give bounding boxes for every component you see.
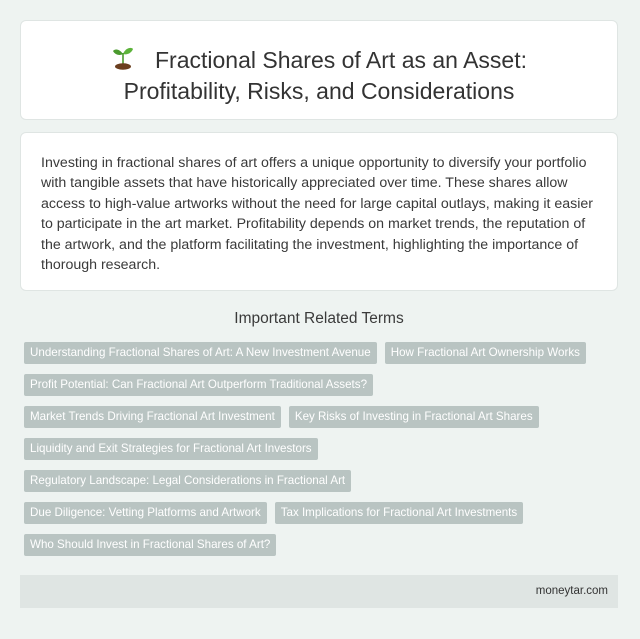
title-card <box>20 20 618 120</box>
title-line-1: Fractional Shares of Art as an Asset: <box>154 47 528 73</box>
related-term-tag[interactable]: Profit Potential: Can Fractional Art Outperform Traditional Assets? <box>24 374 373 396</box>
related-term-tag[interactable]: Regulatory Landscape: Legal Considerations in Fractional Art <box>24 470 351 492</box>
footer-site-link[interactable]: moneytar.com <box>535 585 608 597</box>
related-term-tag[interactable]: Liquidity and Exit Strategies for Fractional Art Investors <box>24 438 318 460</box>
title-line-2: Profitability, Risks, and Considerations <box>123 78 515 104</box>
related-term-tag[interactable]: Due Diligence: Vetting Platforms and Artwork <box>24 502 267 524</box>
seedling-icon <box>111 45 135 71</box>
related-term-tag[interactable]: Who Should Invest in Fractional Shares of Art? <box>24 534 276 556</box>
intro-paragraph: Investing in fractional shares of art offers a unique opportunity to diversify your portfolio with tangible assets that have historically appreciated over time. These shares allow access to high-value artworks without the need for large capital outlays, making it easier to participate in the art market. Profitability depends on market trends, the reputation of the artwork, and the platform facilitating the investment, highlighting the importance of thorough research. <box>41 155 594 274</box>
related-term-tag[interactable]: Market Trends Driving Fractional Art Investment <box>24 406 281 428</box>
related-term-tag[interactable]: Key Risks of Investing in Fractional Art Shares <box>289 406 539 428</box>
related-terms-heading: Important Related Terms <box>234 310 404 327</box>
related-term-tag[interactable]: How Fractional Art Ownership Works <box>385 342 586 364</box>
related-terms-list <box>20 342 618 566</box>
footer-bar <box>20 575 618 608</box>
related-terms-section <box>20 310 618 566</box>
related-term-tag[interactable]: Tax Implications for Fractional Art Investments <box>275 502 523 524</box>
intro-card <box>20 132 618 291</box>
page-title <box>21 45 617 107</box>
related-term-tag[interactable]: Understanding Fractional Shares of Art: A New Investment Avenue <box>24 342 377 364</box>
